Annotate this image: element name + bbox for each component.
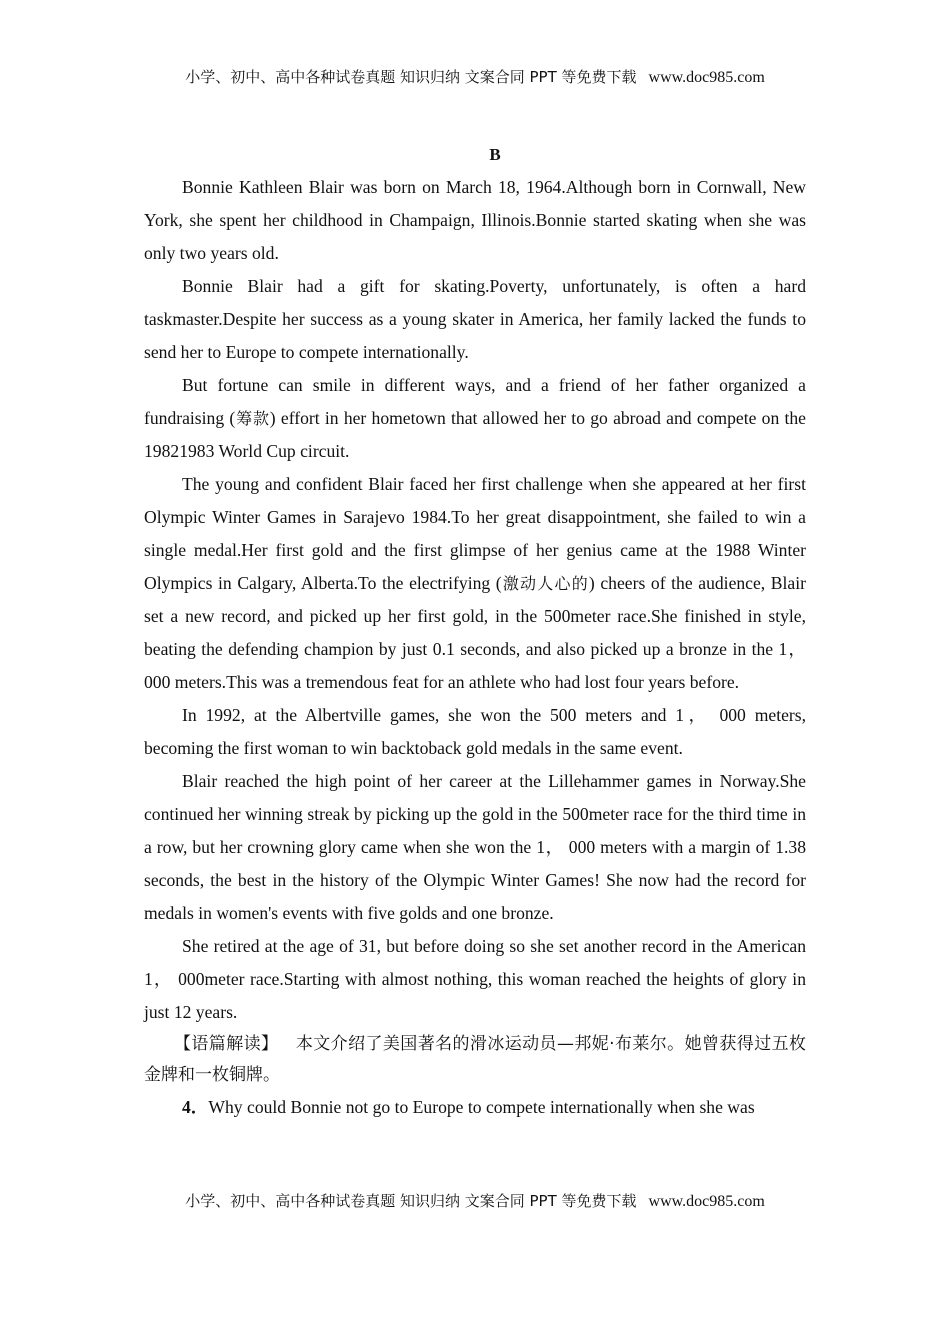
footer-url[interactable]: www.doc985.com xyxy=(648,1193,765,1210)
document-body xyxy=(144,138,806,1124)
paragraph-7: She retired at the age of 31, but before doing so she set another record in the American 1， 000meter race.Starting with almost nothing, this woman reached the heights of glory in just 12 years. xyxy=(144,936,806,1022)
paragraph-6: Blair reached the high point of her career at the Lillehammer games in Norway.She continued her winning streak by picking up the gold in the 500meter race for the third time in a row, but her crowning glory came when she won the 1， 000 meters with a margin of 1.38 seconds, the best in the history of the Olympic Winter Games! She now had the record for medals in women's events with five golds and one bronze. xyxy=(144,771,806,923)
footer-text: 小学、初中、高中各种试卷真题 知识归纳 文案合同 PPT 等免费下载 xyxy=(185,1192,637,1210)
question-4 xyxy=(144,1091,806,1124)
header-text: 小学、初中、高中各种试卷真题 知识归纳 文案合同 PPT 等免费下载 xyxy=(185,68,637,86)
question-number: 4． xyxy=(182,1097,209,1117)
question-text: Why could Bonnie not go to Europe to compete internationally when she was xyxy=(208,1097,755,1117)
paragraph-4-part-a: The young and confident Blair faced her first challenge when she appeared at her first Olympic Winter Games in Sarajevo 1984.To her great disappointment, she failed to win a single medal.Her first gold and the first glimpse of her genius came at the 1988 Winter Olympics in Calgary, Alberta.To the electrifying ( xyxy=(144,474,806,593)
paragraph-4-part-b: ) cheers of the audience, Blair set a new record, and picked up her first gold, in the 500meter race.She finished in style, beating the defending champion by just 0.1 seconds, and also picked up a bronze in the 1， 000 meters.This was a tremendous feat for an athlete who had lost four years before. xyxy=(144,573,806,692)
paragraph-4-gloss: 激动人心的 xyxy=(501,574,589,593)
paragraph-3-gloss: 筹款 xyxy=(235,409,270,428)
paragraph-3-part-b: ) effort in her hometown that allowed her to go abroad and compete on the 19821983 World Cup circuit. xyxy=(144,408,806,461)
analysis-tag: 【语篇解读】 xyxy=(174,1034,279,1054)
analysis-text: 本文介绍了美国著名的滑冰运动员—邦妮·布莱尔。她曾获得过五枚金牌和一枚铜牌。 xyxy=(144,1034,807,1085)
page-footer xyxy=(0,1190,950,1211)
paragraph-3-part-a: But fortune can smile in different ways, and a friend of her father organized a fundraising ( xyxy=(144,375,806,428)
header-url[interactable]: www.doc985.com xyxy=(648,69,765,86)
page-header xyxy=(0,66,950,87)
passage-analysis xyxy=(144,1029,806,1091)
paragraph-2: Bonnie Blair had a gift for skating.Poverty, unfortunately, is often a hard taskmaster.Despite her success as a young skater in America, her family lacked the funds to send her to Europe to compete internationally. xyxy=(144,276,806,362)
paragraph-4 xyxy=(144,468,806,699)
paragraph-1: Bonnie Kathleen Blair was born on March 18, 1964.Although born in Cornwall, New York, she spent her childhood in Champaign, Illinois.Bonnie started skating when she was only two years old. xyxy=(144,177,806,263)
section-title: B xyxy=(489,145,501,164)
paragraph-5: In 1992, at the Albertville games, she won the 500 meters and 1， 000 meters, becoming the first woman to win backtoback gold medals in the same event. xyxy=(144,705,806,758)
paragraph-3 xyxy=(144,369,806,468)
